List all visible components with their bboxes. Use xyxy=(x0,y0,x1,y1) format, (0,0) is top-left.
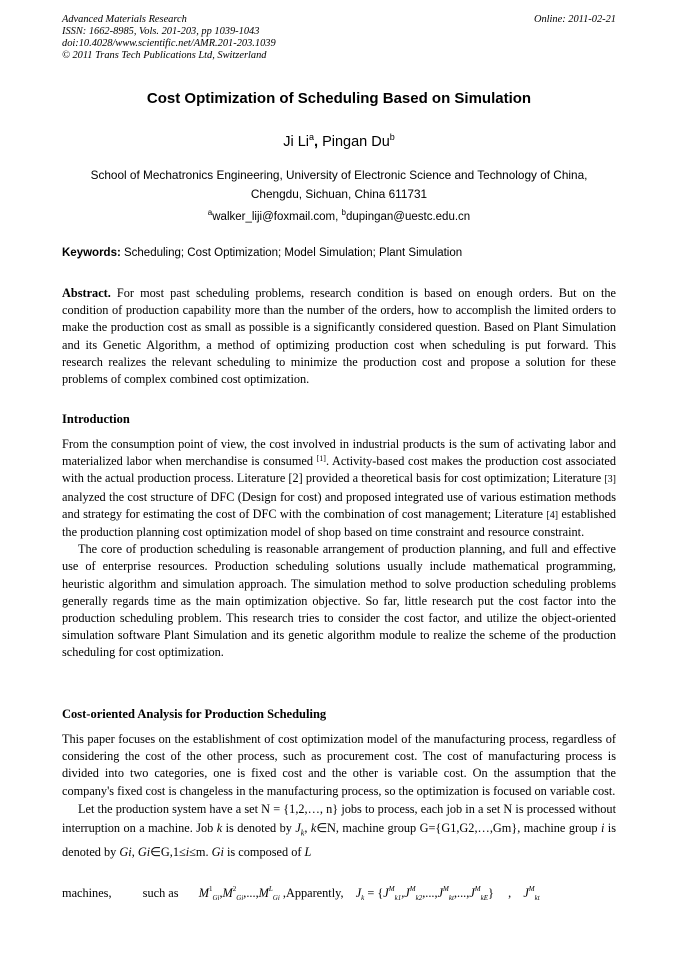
paragraph-text: is composed of xyxy=(223,845,305,860)
abstract-text: For most past scheduling problems, research condition is based on enough orders. But on the condition of production capability more than the number of the orders, how to accomplish the limited orders to make the production cost as small as possible is a significantly considered question. Based on Plant Simulation and its Genetic Algorithm, a method of optimizing production cost when scheduling is put forward. This research realizes the relevant scheduling to minimize the production cost and propose a solution for these problems of complex combined cost optimization. xyxy=(62,286,616,387)
paragraph-text: established the production planning cost optimization model of shop based on time constraint and resource constraint. xyxy=(62,506,617,540)
paragraph: This paper focuses on the establishment of cost optimization model of the manufacturing process, regardless of considering the cost of the other process, such as procurement cost. The cost of manufacturing process is divided into two categories, one is fixed cost and the other is variable cost. On the assumption that the company's fixed cost is changeless in the manufacturing process, so the optimization is focused on variable cost. xyxy=(62,732,616,798)
math-var: L xyxy=(304,845,312,860)
journal-doi: doi:10.4028/www.scientific.net/AMR.201-203.1039 xyxy=(62,38,276,49)
journal-issn: ISSN: 1662-8985, Vols. 201-203, pp 1039-1043 xyxy=(62,26,260,37)
citation: [1] xyxy=(316,454,326,464)
affiliation-line: Chengdu, Sichuan, China 611731 xyxy=(250,187,428,201)
author-name: Ji Li xyxy=(283,133,309,150)
author-affil-mark: b xyxy=(389,132,395,142)
section-heading-cost-analysis: Cost-oriented Analysis for Production Scheduling xyxy=(62,707,327,721)
math-word: ,Apparently, xyxy=(282,886,344,900)
math-word: such as xyxy=(142,886,179,900)
paragraph-text: . Activity-based cost makes the production cost associated with the actual production process. Literature [2] provided a theoretical basis for cost optimization; Literature xyxy=(62,454,616,486)
math-formula-job: $J^M_{kt}$ xyxy=(523,885,540,902)
math-var: Gi xyxy=(119,845,132,860)
email: dupingan@uestc.edu.cn xyxy=(345,210,471,223)
math-var: k xyxy=(310,821,317,836)
keywords-label: Keywords: xyxy=(62,247,121,259)
introduction-body xyxy=(62,436,616,662)
author-list xyxy=(0,132,678,150)
author-name: Pingan Du xyxy=(322,133,390,150)
paragraph-text: ∈N, machine group G={G1,G2,…,Gm}, machine group xyxy=(316,821,601,836)
cost-analysis-body xyxy=(62,731,616,863)
paragraph-text: analyzed the cost structure of DFC (Design for cost) and proposed integrated use of various estimation methods and strategy for estimating the cost of DFC with the combination of cost management; Literature xyxy=(62,489,616,521)
journal-copyright: © 2011 Trans Tech Publications Ltd, Switzerland xyxy=(62,50,267,61)
journal-name: Advanced Materials Research xyxy=(62,14,187,25)
citation: [4] xyxy=(546,509,559,521)
email-mark: b xyxy=(341,208,346,217)
abstract xyxy=(62,285,616,388)
keywords-text: Scheduling; Cost Optimization; Model Simulation; Plant Simulation xyxy=(120,247,463,259)
math-word: , xyxy=(508,886,512,900)
author-affil-mark: a xyxy=(308,132,314,142)
paper-title: Cost Optimization of Scheduling Based on Simulation xyxy=(146,90,532,107)
math-var: i xyxy=(600,821,605,836)
email-mark: a xyxy=(207,208,213,217)
math-var: k xyxy=(216,821,223,836)
paragraph-text: is denoted by xyxy=(222,821,296,836)
paragraph-text: From the consumption point of view, the cost involved in industrial products is the sum of activating labor and materialized labor when merchandise is consumed xyxy=(62,437,616,469)
math-formula-job-set: $J_k = \{J^M_{k1},J^M_{k2},...,J^M_{kt},...,J^M_{kE}\}$ xyxy=(355,885,494,902)
paragraph-text: ∈G,1≤ xyxy=(150,845,186,860)
math-var: J xyxy=(295,821,301,836)
affiliation-line: School of Mechatronics Engineering, University of Electronic Science and Technology of China, xyxy=(90,168,588,182)
math-var: i xyxy=(185,845,190,860)
paragraph-text: Let the production system have a set N = {1,2,…, n} jobs to process, each job in a set N is processed without interruption on a machine. Job xyxy=(62,801,616,836)
abstract-label: Abstract. xyxy=(62,286,111,300)
paragraph-text: , xyxy=(304,821,311,836)
author-separator: , xyxy=(314,133,319,150)
author-emails xyxy=(0,208,678,223)
paragraph: The core of production scheduling is reasonable arrangement of production planning, and full and effective use of enterprise resources. Production scheduling solutions usually include mathematical programming, heuristic algorithm and simulation approach. The simulation method to solve production scheduling problems generally regards time as the main optimization objective. So far, little research put the cost factor into the production scheduling problem. This research tries to consider the cost factor, and utilize the object-oriented simulation software Plant Simulation and its genetic algorithm module to realize the scheme of the production scheduling for cost optimization. xyxy=(62,542,616,660)
email: walker_liji@foxmail.com, xyxy=(212,210,342,223)
paragraph-text: is denoted by xyxy=(62,821,616,860)
paragraph xyxy=(62,800,616,863)
math-var: Gi xyxy=(211,845,224,860)
math-word: machines, xyxy=(62,886,112,900)
math-subscript: k xyxy=(300,828,305,838)
math-line xyxy=(62,883,616,903)
keywords xyxy=(62,247,616,259)
journal-header xyxy=(62,14,616,62)
math-var: Gi xyxy=(137,845,151,860)
paragraph-text: , xyxy=(131,845,138,860)
citation: [3] xyxy=(604,474,616,486)
math-formula-machines: $M^1_{Gi},M^2_{Gi},...,M^L_{Gi}$ xyxy=(198,885,280,902)
paragraph-text: ≤m. xyxy=(189,845,212,860)
section-heading-introduction: Introduction xyxy=(62,412,130,426)
paragraph xyxy=(62,436,616,541)
affiliation xyxy=(62,166,616,204)
online-date: Online: 2011-02-21 xyxy=(533,14,616,25)
